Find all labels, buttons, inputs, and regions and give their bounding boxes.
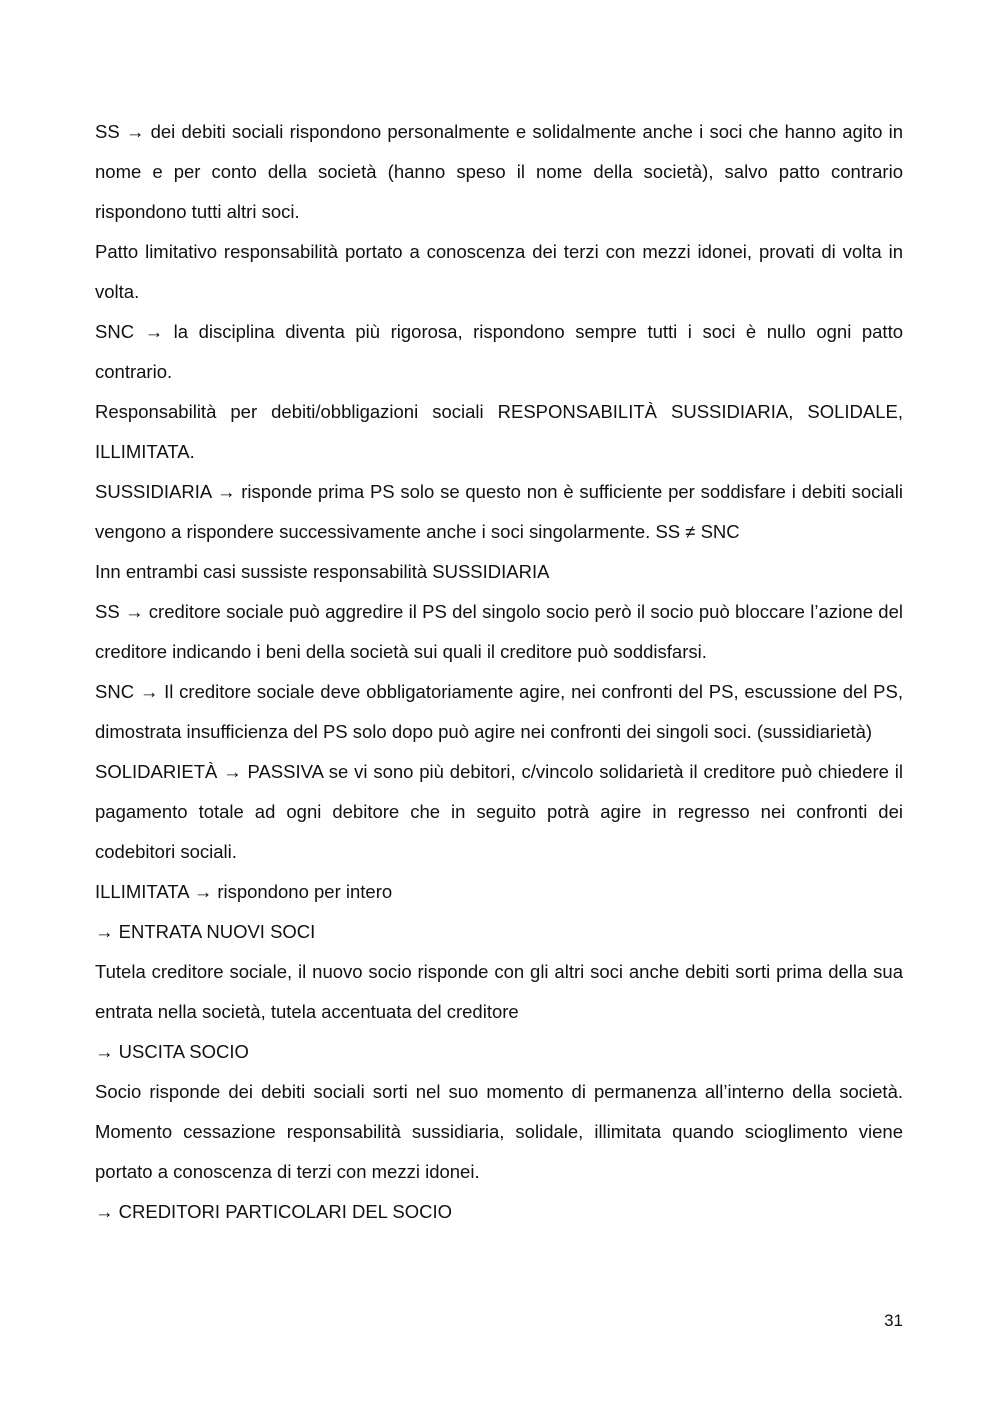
paragraph-snc-discipline: SNC → la disciplina diventa più rigorosa, rispondono sempre tutti i soci è nullo ogni patto contrario. bbox=[95, 321, 903, 382]
paragraph-tutela-creditore: Tutela creditore sociale, il nuovo socio risponde con gli altri soci anche debiti sorti prima della sua entrata nella società, tutela accentuata del creditore bbox=[95, 961, 903, 1022]
paragraph-snc-creditor: SNC → Il creditore sociale deve obbligatoriamente agire, nei confronti del PS, escussione del PS, dimostrata insufficienza del PS solo dopo può agire nei confronti dei singoli soci. (sussidiarietà) bbox=[95, 681, 903, 742]
paragraph-both-cases: Inn entrambi casi sussiste responsabilità SUSSIDIARIA bbox=[95, 561, 550, 582]
paragraph-responsibility-types: Responsabilità per debiti/obbligazioni sociali RESPONSABILITÀ SUSSIDIARIA, SOLIDALE, ILLIMITATA. bbox=[95, 401, 903, 462]
paragraph-sussidiaria: SUSSIDIARIA → risponde prima PS solo se questo non è sufficiente per soddisfare i debiti sociali vengono a rispondere successivamente anche i soci singolarmente. SS ≠ SNC bbox=[95, 481, 903, 542]
page-body bbox=[95, 112, 903, 1232]
page-number: 31 bbox=[884, 1311, 903, 1330]
paragraph-ss-creditor: SS → creditore sociale può aggredire il PS del singolo socio però il socio può bloccare l’azione del creditore indicando i beni della società sui quali il creditore può soddisfarsi. bbox=[95, 601, 903, 662]
heading-entrata-nuovi-soci: → ENTRATA NUOVI SOCI bbox=[95, 921, 316, 942]
paragraph-solidarieta: SOLIDARIETÀ → PASSIVA se vi sono più debitori, c/vincolo solidarietà il creditore può chiedere il pagamento totale ad ogni debitore che in seguito potrà agire in regresso nei confronti dei codebitori sociali. bbox=[95, 761, 903, 862]
paragraph-ss-responsibility: SS → dei debiti sociali rispondono personalmente e solidalmente anche i soci che hanno agito in nome e per conto della società (hanno speso il nome della società), salvo patto contrario rispondono tutti altri soci. bbox=[95, 121, 903, 222]
heading-uscita-socio: → USCITA SOCIO bbox=[95, 1041, 249, 1062]
paragraph-illimitata: ILLIMITATA → rispondono per intero bbox=[95, 881, 393, 902]
paragraph-limiting-pact: Patto limitativo responsabilità portato a conoscenza dei terzi con mezzi idonei, provati di volta in volta. bbox=[95, 241, 903, 302]
paragraph-socio-risponde: Socio risponde dei debiti sociali sorti nel suo momento di permanenza all’interno della società. Momento cessazione responsabilità sussidiaria, solidale, illimitata quando scioglimento viene portato a conoscenza di terzi con mezzi idonei. bbox=[95, 1081, 903, 1182]
heading-creditori-particolari: → CREDITORI PARTICOLARI DEL SOCIO bbox=[95, 1201, 453, 1222]
